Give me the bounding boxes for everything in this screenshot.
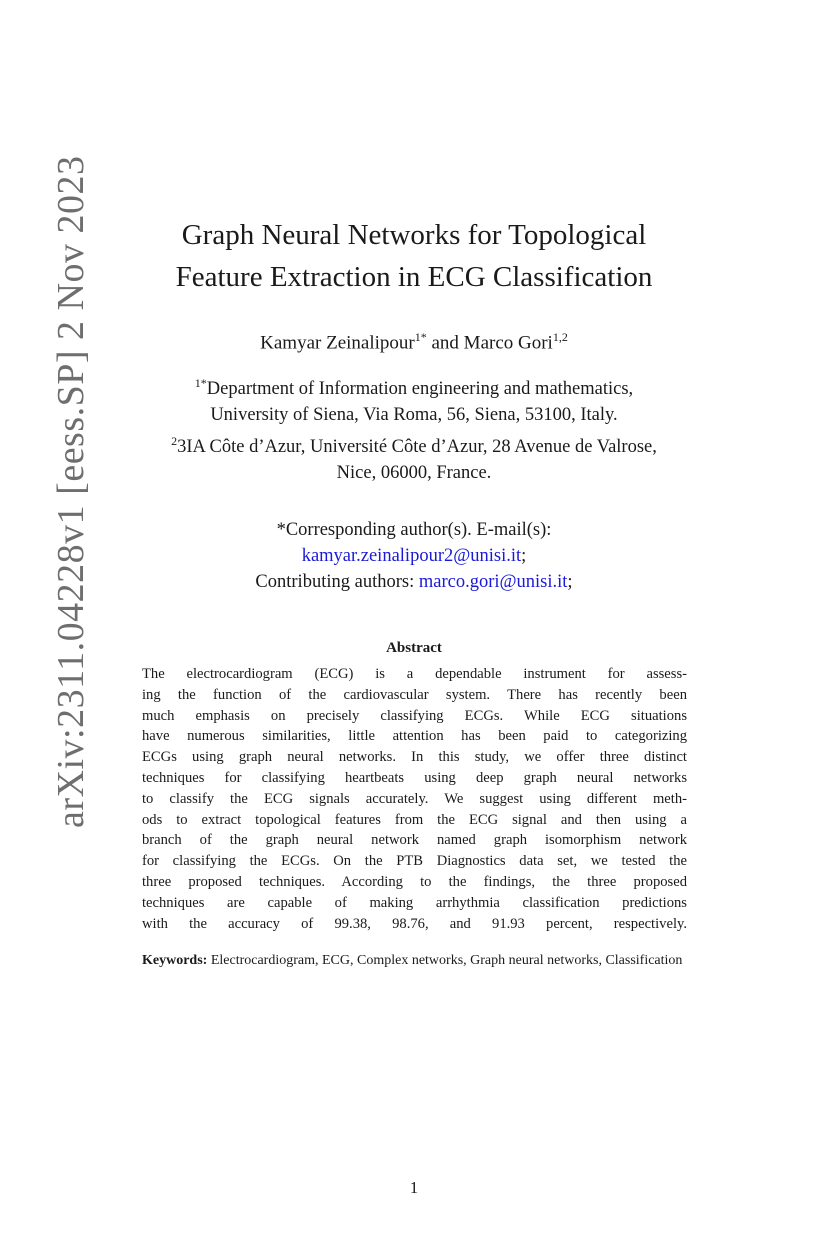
- abstract-line: three proposed techniques. According to the findings, the three proposed: [142, 873, 687, 890]
- corresponding-email-link[interactable]: kamyar.zeinalipour2@unisi.it: [301, 546, 522, 566]
- abstract-line: for classifying the ECGs. On the PTB Diagnostics data set, we tested the: [142, 853, 687, 870]
- keywords-text: Electrocardiogram, ECG, Complex networks, Graph neural networks, Classification: [207, 953, 683, 968]
- author-1-name: Kamyar Zeinalipour: [260, 332, 415, 354]
- abstract-line: techniques are capable of making arrhythmia classification predictions: [142, 894, 687, 911]
- affiliation-1-mark: 1*: [194, 376, 207, 390]
- abstract-line: with the accuracy of 99.38, 98.76, and 91.93 percent, respectively.: [142, 915, 687, 932]
- abstract-line: ECGs using graph neural networks. In this study, we offer three distinct: [142, 749, 687, 766]
- affiliation-1-line-1: [0, 370, 828, 402]
- abstract-line: branch of the graph neural network named graph isomorphism network: [142, 832, 687, 849]
- abstract-line: have numerous similarities, little attention has been paid to categorizing: [142, 728, 687, 745]
- paper-title: [0, 214, 828, 298]
- title-line-2: Feature Extraction in ECG Classification: [175, 261, 653, 293]
- abstract-line: ods to extract topological features from the ECG signal and then using a: [142, 811, 687, 828]
- author-list: [0, 330, 828, 354]
- page-number: 1: [409, 1178, 419, 1197]
- author-connector: and: [426, 332, 464, 354]
- affiliation-2-mark: 2: [171, 434, 178, 449]
- affiliation-1-line-2: University of Siena, Via Roma, 56, Siena, 53100, Italy.: [210, 405, 618, 426]
- affiliation-2-text: 3IA Côte d’Azur, Université Côte d’Azur, 28 Avenue de Valrose,: [177, 437, 657, 458]
- abstract-line: ing the function of the cardiovascular system. There has recently been: [142, 686, 687, 703]
- affiliation-1-text: Department of Information engineering and mathematics,: [206, 379, 634, 400]
- abstract-line: much emphasis on precisely classifying ECGs. While ECG situations: [142, 707, 687, 724]
- corresponding-authors: [0, 517, 828, 595]
- author-1-affiliation-mark: 1*: [414, 330, 427, 344]
- email-1-suffix: ;: [521, 546, 527, 566]
- corresponding-email-line: [0, 543, 828, 569]
- abstract-line: The electrocardiogram (ECG) is a dependable instrument for assess-: [142, 666, 687, 682]
- contributing-authors-line: [0, 569, 828, 595]
- keywords: [142, 952, 687, 970]
- abstract-body: [142, 664, 687, 934]
- affiliation-2-line-1: [0, 428, 828, 460]
- keywords-label: Keywords:: [142, 953, 208, 968]
- author-2-affiliation-mark: 1,2: [552, 330, 568, 344]
- arxiv-stamp-text: arXiv:2311.04228v1 [eess.SP] 2 Nov 2023: [50, 155, 92, 828]
- title-line-1: Graph Neural Networks for Topological: [181, 219, 647, 251]
- abstract-heading: Abstract: [386, 640, 442, 656]
- contributing-label: Contributing authors:: [255, 572, 419, 592]
- author-2-name: Marco Gori: [463, 332, 553, 354]
- email-2-suffix: ;: [567, 572, 573, 592]
- affiliations: [0, 370, 828, 486]
- corresponding-label: *Corresponding author(s). E-mail(s):: [276, 520, 552, 540]
- affiliation-2-line-2: Nice, 06000, France.: [336, 463, 492, 484]
- abstract-line: to classify the ECG signals accurately. We suggest using different meth-: [142, 790, 687, 807]
- contributing-email-link[interactable]: marco.gori@unisi.it: [418, 572, 568, 592]
- abstract-line: techniques for classifying heartbeats using deep graph neural networks: [142, 769, 687, 786]
